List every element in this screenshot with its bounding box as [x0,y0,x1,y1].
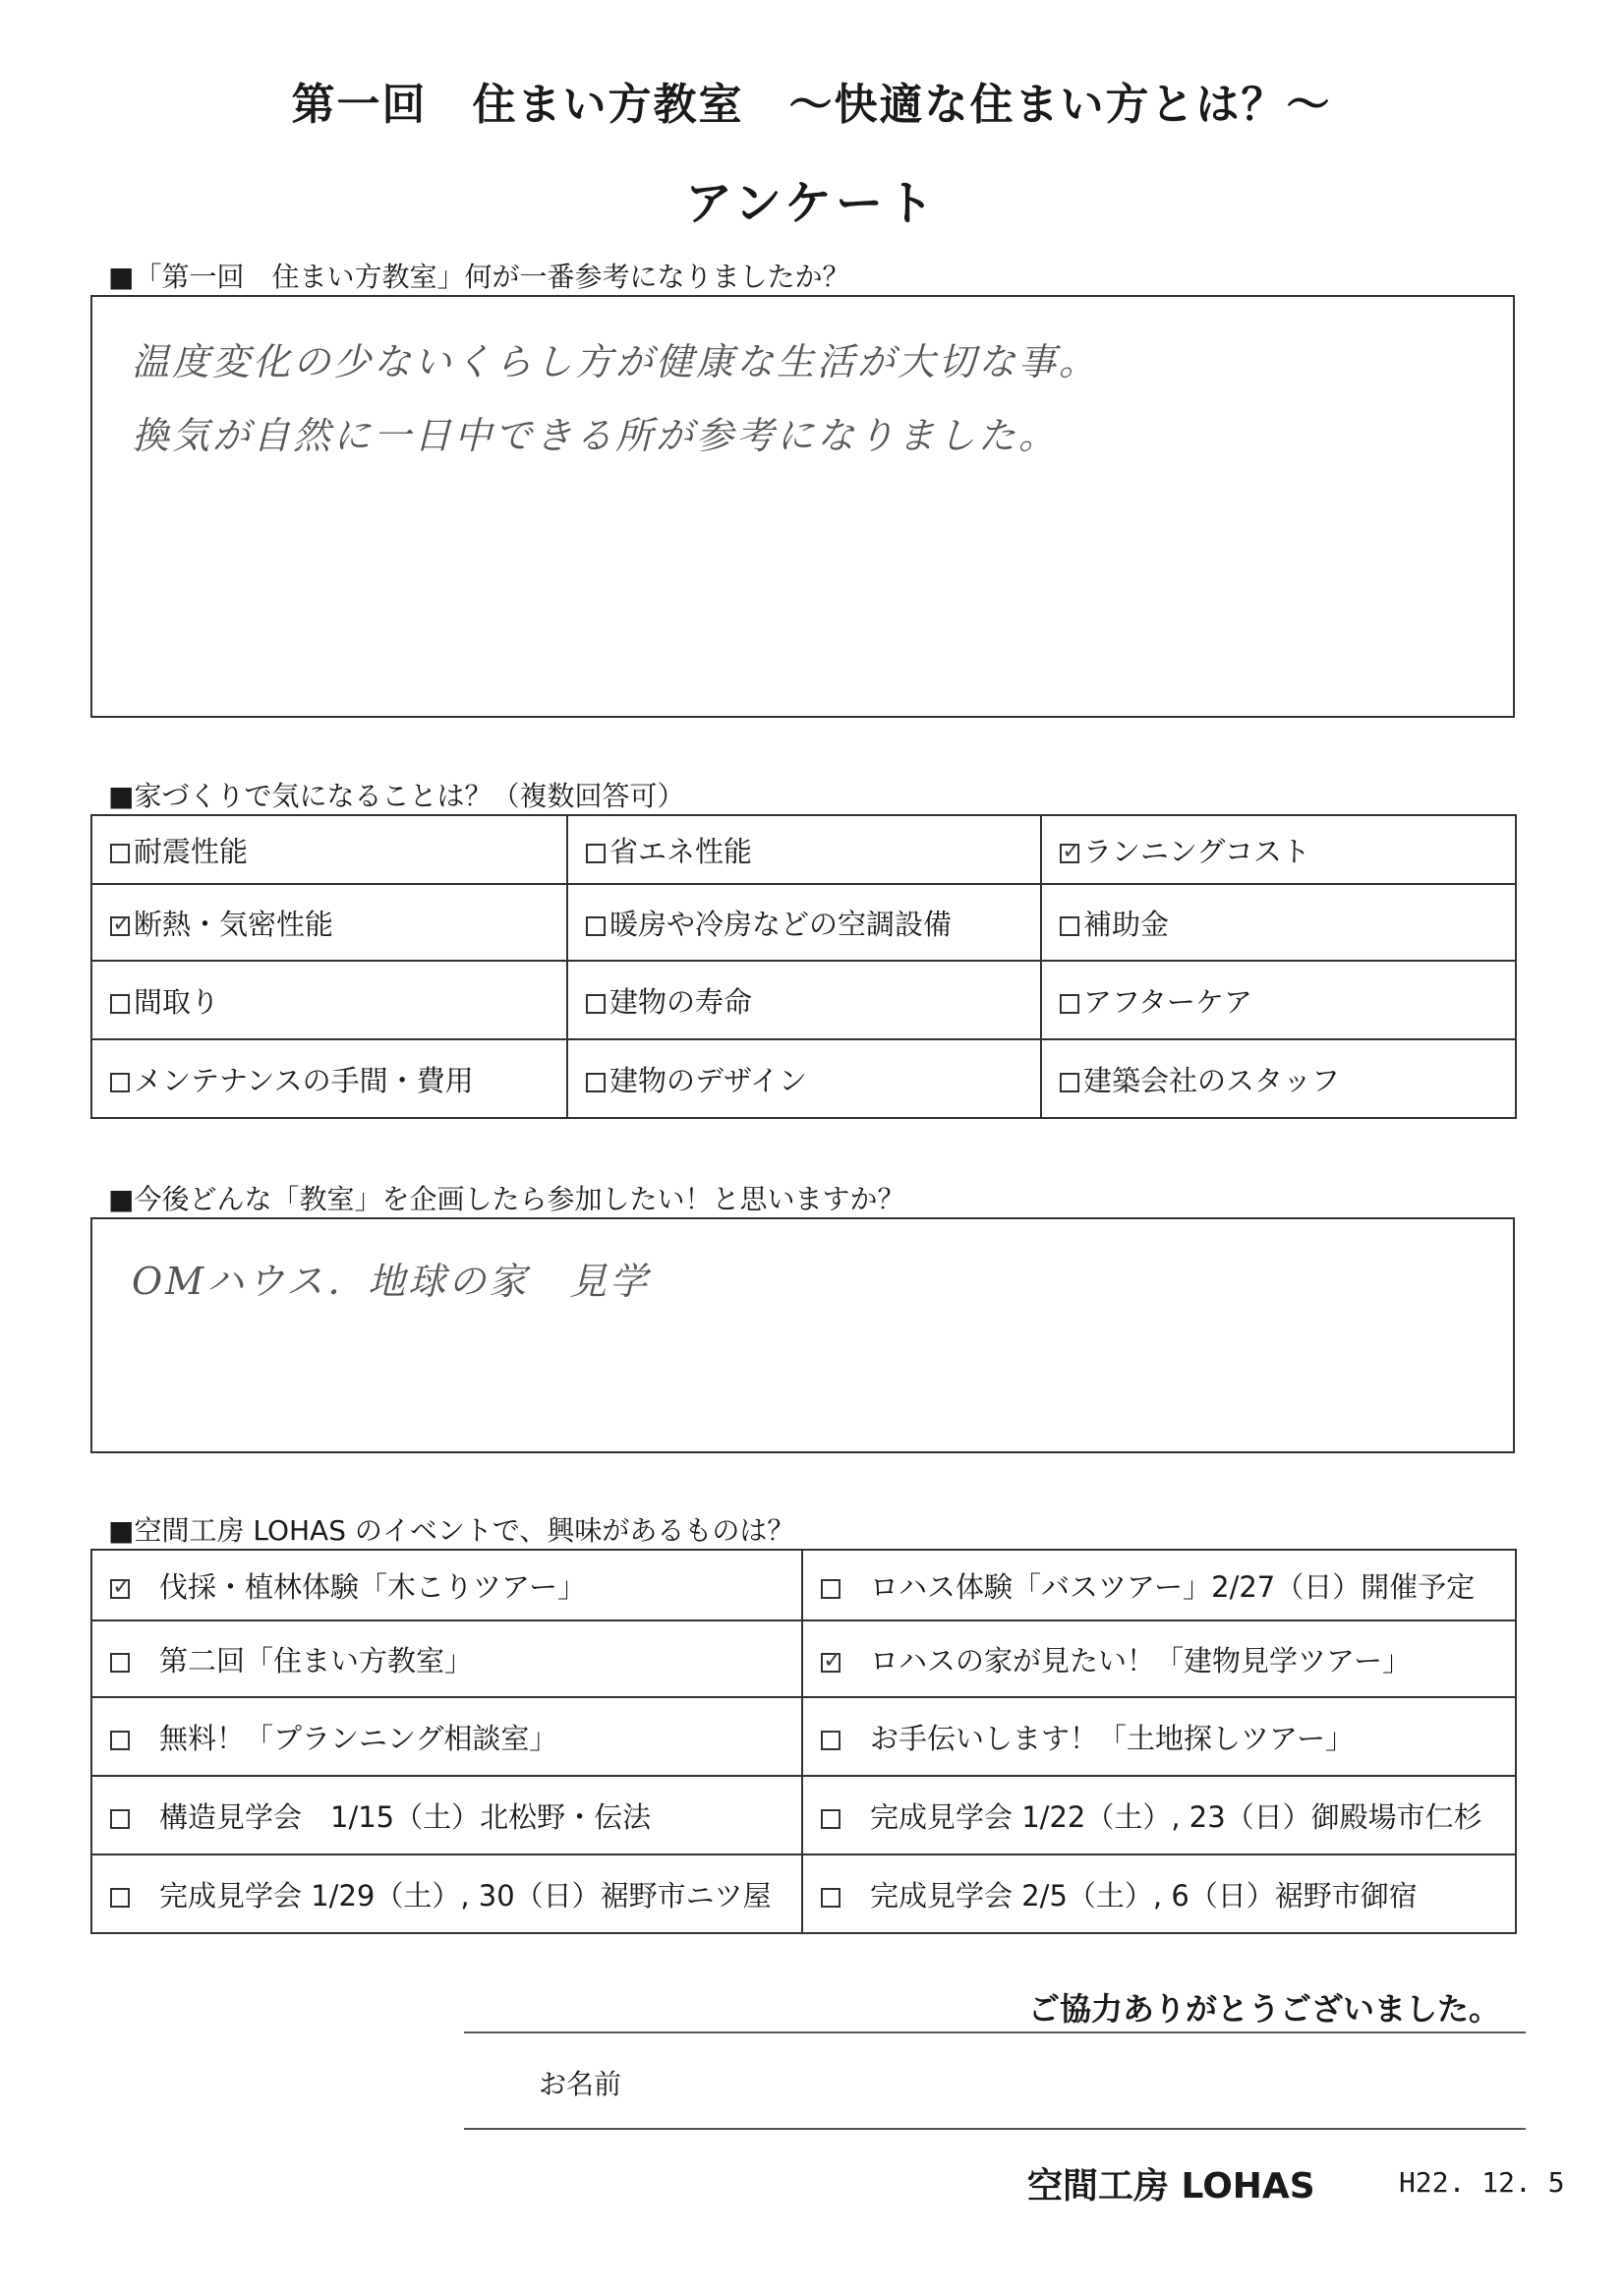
name-field[interactable] [688,2045,1514,2124]
question-1-answer-line-2: 換気が自然に一日中できる所が参考になりました。 [132,414,1060,457]
event-row [91,1697,1516,1776]
concern-option-label: メンテナンスの手間・費用 [134,1063,474,1097]
event-option-label: 第二回「住まい方教室」 [159,1643,474,1678]
survey-title: 第一回 住まい方教室 ～快適な住まい方とは？～ [291,80,1332,130]
checkbox[interactable] [586,916,606,936]
checkbox[interactable] [821,1579,840,1599]
concern-option[interactable] [91,961,567,1039]
event-option[interactable] [802,1854,1516,1933]
checkbox[interactable] [110,1809,130,1829]
checkbox[interactable] [821,1731,840,1750]
concern-option-label: ランニングコスト [1083,834,1310,868]
concern-option[interactable] [91,815,567,884]
checkbox[interactable] [110,1731,130,1750]
concern-option-label: 補助金 [1083,907,1170,941]
question-1-answer-line-1: 温度変化の少ないくらし方が健康な生活が大切な事。 [132,340,1100,383]
event-option-label: 完成見学会 1/29（土）, 30（日）裾野市ニツ屋 [159,1878,772,1913]
event-option[interactable] [91,1854,802,1933]
checkbox[interactable] [110,1888,130,1908]
checkbox[interactable] [586,994,606,1014]
event-option[interactable] [802,1697,1516,1776]
checkbox-checked[interactable] [821,1653,840,1673]
event-option[interactable] [802,1620,1516,1697]
question-2-heading: ■家づくりで気になることは？（複数回答可） [108,780,685,812]
concerns-table [90,814,1517,1119]
event-option[interactable] [91,1697,802,1776]
checkbox[interactable] [110,1653,130,1673]
survey-date: H22. 12. 5 [1399,2166,1565,2199]
event-option-label: 伐採・植林体験「木こりツアー」 [159,1569,587,1604]
concern-option-label: アフターケア [1083,984,1252,1019]
survey-subtitle: アンケート [684,176,939,231]
concern-option-label: 暖房や冷房などの空調設備 [609,907,953,941]
concern-option[interactable] [91,884,567,961]
concern-row [91,815,1516,884]
concern-option[interactable] [1041,884,1516,961]
name-label: お名前 [539,2068,622,2100]
checkbox[interactable] [110,1073,130,1092]
checkbox-checked[interactable] [110,916,130,936]
checkbox[interactable] [110,844,130,863]
event-row [91,1620,1516,1697]
event-option[interactable] [91,1620,802,1697]
checkbox[interactable] [1060,916,1079,936]
checkbox-checked[interactable] [110,1579,130,1599]
event-option-label: ロハスの家が見たい！「建物見学ツアー」 [870,1643,1412,1678]
concern-option-label: 断熱・気密性能 [134,907,334,941]
event-option[interactable] [91,1776,802,1854]
concern-option[interactable] [567,815,1041,884]
event-option-label: お手伝いします！「土地探しツアー」 [870,1721,1355,1755]
checkbox[interactable] [586,844,606,863]
concern-option[interactable] [567,961,1041,1039]
question-3-answer: OMハウス．地球の家 見学 [132,1260,651,1303]
concern-row [91,884,1516,961]
checkbox[interactable] [1060,994,1079,1014]
concern-row [91,961,1516,1039]
question-1-answer-box[interactable] [90,295,1515,718]
event-option-label: 構造見学会 1/15（土）北松野・伝法 [159,1799,652,1834]
checkbox[interactable] [1060,1073,1079,1092]
checkbox[interactable] [821,1809,840,1829]
event-option-label: 完成見学会 2/5（土）, 6（日）裾野市御宿 [870,1878,1418,1913]
question-4-heading: ■空間工房 LOHAS のイベントで、興味があるものは？ [108,1514,795,1547]
concern-option-label: 間取り [134,984,220,1019]
concern-row [91,1039,1516,1118]
event-option-label: 完成見学会 1/22（土）, 23（日）御殿場市仁杉 [870,1799,1482,1834]
concern-option[interactable] [567,884,1041,961]
concern-option[interactable] [1041,815,1516,884]
event-row [91,1854,1516,1933]
concern-option-label: 建築会社のスタッフ [1083,1063,1341,1097]
concern-option-label: 省エネ性能 [609,834,753,868]
event-option[interactable] [91,1550,802,1620]
divider-bottom [464,2128,1526,2130]
event-option[interactable] [802,1550,1516,1620]
checkbox[interactable] [110,994,130,1014]
event-row [91,1776,1516,1854]
event-option-label: ロハス体験「バスツアー」2/27（日）開催予定 [870,1569,1476,1604]
checkbox[interactable] [821,1888,840,1908]
company-name: 空間工房 LOHAS [1027,2166,1315,2207]
event-row [91,1550,1516,1620]
concern-option-label: 耐震性能 [134,834,249,868]
concern-option[interactable] [1041,1039,1516,1118]
checkbox-checked[interactable] [1060,844,1079,863]
concern-option[interactable] [1041,961,1516,1039]
concern-option-label: 建物のデザイン [609,1063,807,1097]
event-option-label: 無料！「プランニング相談室」 [159,1721,558,1755]
question-3-answer-box[interactable] [90,1217,1515,1453]
concern-option[interactable] [91,1039,567,1118]
checkbox[interactable] [586,1073,606,1092]
concern-option[interactable] [567,1039,1041,1118]
thanks-message: ご協力ありがとうございました。 [1027,1990,1500,2028]
divider-top [464,2031,1526,2033]
question-1-heading: ■「第一回 住まい方教室」何が一番参考になりましたか？ [108,261,850,293]
concern-option-label: 建物の寿命 [609,984,753,1019]
question-3-heading: ■今後どんな「教室」を企画したら参加したい！と思いますか？ [108,1183,905,1215]
events-table [90,1549,1517,1934]
event-option[interactable] [802,1776,1516,1854]
